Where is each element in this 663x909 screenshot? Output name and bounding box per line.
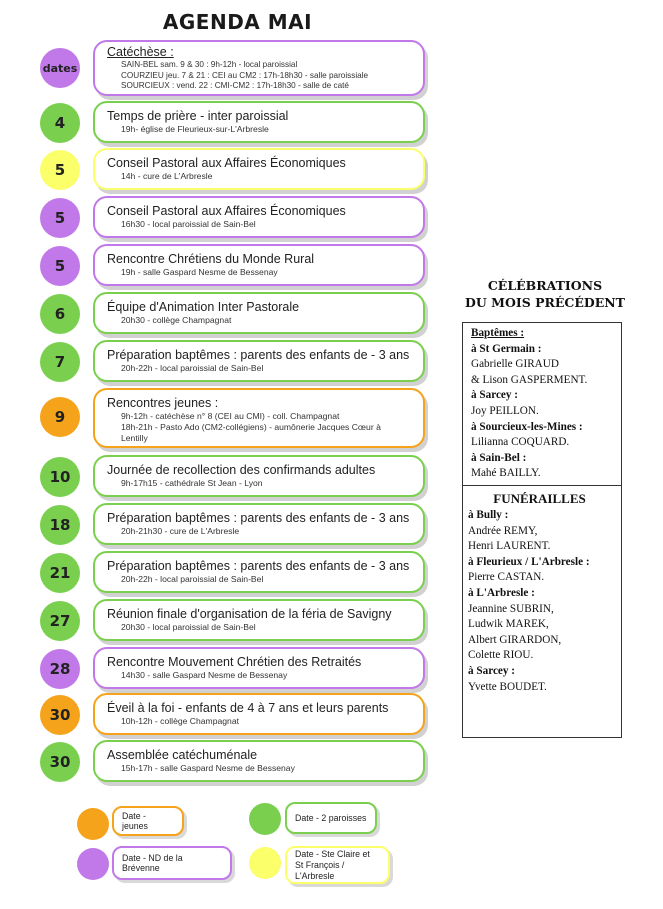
event-detail: 18h-21h - Pasto Ado (CM2-collégiens) - aumônerie Jacques Cœur à Lentilly	[121, 422, 381, 443]
event-row	[40, 148, 425, 190]
event-detail: 16h30 - local paroissial de Sain-Bel	[121, 219, 256, 229]
event-detail: 15h-17h - salle Gaspard Nesme de Bessenay	[121, 763, 295, 773]
place-label: à Sourcieux-les-Mines :	[471, 420, 583, 433]
event-title: Équipe d'Animation Inter Pastorale	[107, 300, 300, 314]
date-badge: 21	[40, 553, 80, 593]
event-box	[93, 551, 425, 593]
legend-dot-ste-claire	[249, 847, 281, 879]
event-detail: SOURCIEUX : vend. 22 : CMI-CM2 : 17h-18h30 - salle de caté	[121, 81, 349, 90]
person-name: Joy PEILLON.	[471, 404, 539, 417]
event-row	[40, 599, 425, 641]
event-box	[93, 455, 425, 497]
person-name: Albert GIRARDON,	[468, 633, 562, 646]
event-detail: 20h-21h30 - cure de L'Arbresle	[121, 526, 240, 536]
place-label: à Sarcey :	[468, 664, 516, 677]
event-title: Catéchèse :	[107, 45, 174, 59]
event-detail: 20h30 - local paroissial de Sain-Bel	[121, 622, 256, 632]
date-badge: 18	[40, 505, 80, 545]
event-title: Assemblée catéchuménale	[107, 748, 258, 762]
date-badge: 5	[40, 198, 80, 238]
date-badge: 4	[40, 103, 80, 143]
date-badge: 30	[40, 695, 80, 735]
legend-label-brevenne: Date - ND de la Brévenne	[112, 846, 232, 880]
event-row	[40, 40, 425, 96]
event-box	[93, 693, 425, 735]
event-detail: 19h- église de Fleurieux-sur-L'Arbresle	[121, 124, 269, 134]
date-badge: 9	[40, 397, 80, 437]
date-badge: 10	[40, 457, 80, 497]
event-detail: SAIN-BEL sam. 9 & 30 : 9h-12h - local paroissial	[121, 60, 298, 69]
person-name: Colette RIOU.	[468, 649, 534, 662]
event-row	[40, 340, 425, 382]
person-name: Henri LAURENT.	[468, 540, 551, 553]
date-badge: 27	[40, 601, 80, 641]
event-title: Rencontre Chrétiens du Monde Rural	[107, 252, 315, 266]
celebrations-title-line: CÉLÉBRATIONS	[487, 278, 603, 293]
event-row	[40, 693, 425, 735]
event-box	[93, 101, 425, 143]
event-row	[40, 503, 425, 545]
event-detail: 9h-12h - catéchèse n° 8 (CEI au CMI) - coll. Champagnat	[121, 411, 340, 421]
date-badge: 5	[40, 246, 80, 286]
event-box	[93, 740, 425, 782]
funerailles-section	[463, 486, 621, 695]
event-box	[93, 599, 425, 641]
event-detail: 14h30 - salle Gaspard Nesme de Bessenay	[121, 670, 288, 680]
event-box	[93, 340, 425, 382]
event-row	[40, 551, 425, 593]
event-title: Préparation baptêmes : parents des enfants de - 3 ans	[107, 348, 410, 362]
place-label: à Sarcey :	[471, 389, 519, 402]
event-title: Réunion finale d'organisation de la féria de Savigny	[107, 607, 392, 621]
place-label: à Bully :	[468, 509, 509, 521]
event-detail: 20h30 - collège Champagnat	[121, 315, 232, 325]
place-label: à Fleurieux / L'Arbresle :	[468, 555, 590, 568]
event-detail: 14h - cure de L'Arbresle	[121, 171, 213, 181]
legend-dot-brevenne	[77, 848, 109, 880]
event-title: Rencontres jeunes :	[107, 396, 219, 410]
event-row	[40, 292, 425, 334]
event-box	[93, 196, 425, 238]
date-badge: 5	[40, 150, 80, 190]
place-label: à St Germain :	[471, 342, 542, 355]
event-detail: 20h-22h - local paroissial de Sain-Bel	[121, 363, 264, 373]
legend-dot-jeunes	[77, 808, 109, 840]
event-detail: COURZIEU jeu. 7 & 21 : CEI au CM2 : 17h-18h30 - salle paroissiale	[121, 70, 369, 80]
celebrations-title	[460, 277, 630, 311]
event-row	[40, 455, 425, 497]
date-badge: 7	[40, 342, 80, 382]
date-badge: 6	[40, 294, 80, 334]
legend-label-jeunes: Date - jeunes	[112, 806, 184, 836]
date-badge: 30	[40, 742, 80, 782]
event-detail: 20h-22h - local paroissial de Sain-Bel	[121, 574, 264, 584]
event-detail: 19h - salle Gaspard Nesme de Bessenay	[121, 267, 278, 277]
event-row	[40, 101, 425, 143]
date-badge: 28	[40, 649, 80, 689]
legend-label-ste-claire: Date - Ste Claire et St François / L'Arbresle	[285, 846, 390, 884]
place-label: à L'Arbresle :	[468, 586, 535, 599]
page-title: AGENDA MAI	[162, 10, 313, 34]
event-box	[93, 244, 425, 286]
person-name: Gabrielle GIRAUD	[471, 358, 559, 371]
event-title: Journée de recollection des confirmands adultes	[107, 463, 376, 477]
celebrations-box	[462, 322, 622, 738]
person-name: Mahé BAILLY.	[471, 467, 541, 480]
event-row	[40, 388, 425, 448]
event-row	[40, 196, 425, 238]
funerailles-heading: FUNÉRAILLES	[493, 491, 586, 506]
event-box	[93, 148, 425, 190]
event-row	[40, 244, 425, 286]
event-box	[93, 40, 425, 96]
date-badge: dates	[40, 48, 80, 88]
event-box	[93, 292, 425, 334]
celebrations-title-line: DU MOIS PRÉCÉDENT	[465, 295, 625, 310]
event-title: Conseil Pastoral aux Affaires Économiques	[107, 156, 346, 170]
event-row	[40, 647, 425, 689]
event-title: Préparation baptêmes : parents des enfants de - 3 ans	[107, 511, 410, 525]
person-name: Yvette BOUDET.	[468, 680, 547, 693]
event-title: Rencontre Mouvement Chrétien des Retraités	[107, 655, 362, 669]
person-name: & Lison GASPERMENT.	[471, 373, 588, 386]
person-name: Pierre CASTAN.	[468, 571, 545, 584]
event-detail: 10h-12h - collège Champagnat	[121, 716, 240, 726]
event-box	[93, 503, 425, 545]
event-title: Temps de prière - inter paroissial	[107, 109, 289, 123]
event-box	[93, 388, 425, 448]
legend-label-2-paroisses: Date - 2 paroisses	[285, 802, 377, 834]
place-label: à Sain-Bel :	[471, 451, 527, 464]
event-row	[40, 740, 425, 782]
event-detail: 9h-17h15 - cathédrale St Jean - Lyon	[121, 478, 263, 488]
person-name: Ludwik MAREK,	[468, 618, 549, 631]
baptemes-section	[463, 323, 621, 486]
event-title: Éveil à la foi - enfants de 4 à 7 ans et leurs parents	[107, 701, 389, 715]
person-name: Jeannine SUBRIN,	[468, 602, 554, 615]
event-title: Préparation baptêmes : parents des enfants de - 3 ans	[107, 559, 410, 573]
event-box	[93, 647, 425, 689]
baptemes-heading: Baptêmes :	[471, 327, 525, 339]
event-title: Conseil Pastoral aux Affaires Économiques	[107, 204, 346, 218]
person-name: Andrée REMY,	[468, 524, 538, 537]
legend-dot-2-paroisses	[249, 803, 281, 835]
person-name: Lilianna COQUARD.	[471, 436, 570, 449]
